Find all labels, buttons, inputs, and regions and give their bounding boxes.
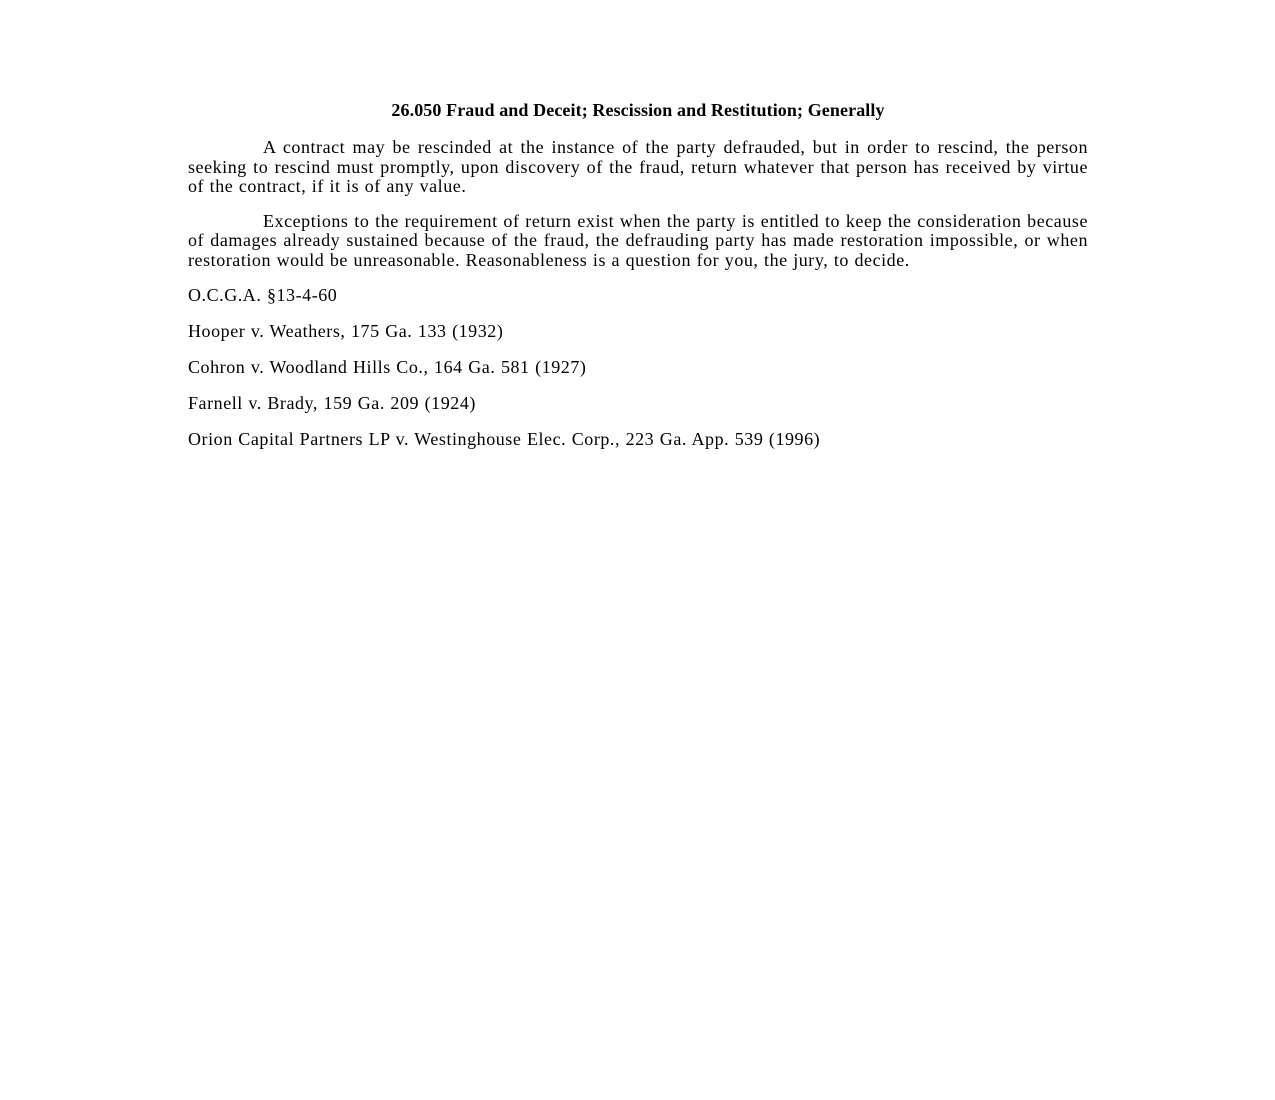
citation-case: Farnell v. Brady, 159 Ga. 209 (1924): [188, 393, 476, 413]
citation-case: Hooper v. Weathers, 175 Ga. 133 (1932): [188, 321, 504, 341]
citation-case: Cohron v. Woodland Hills Co., 164 Ga. 581 (1927): [188, 357, 587, 377]
citation-case: Orion Capital Partners LP v. Westinghouse Elec. Corp., 223 Ga. App. 539 (1996): [188, 429, 821, 449]
document-title: 26.050 Fraud and Deceit; Rescission and Restitution; Generally: [391, 100, 885, 120]
citation-statute: O.C.G.A. §13-4-60: [188, 285, 338, 305]
body-paragraph: Exceptions to the requirement of return exist when the party is entitled to keep the consideration because of damages already sustained because of the fraud, the defrauding party has made restoration impossible, or when restoration would be unreasonable. Reasonableness is a question for you, the jury, to decide.: [188, 210, 1088, 270]
body-paragraph: A contract may be rescinded at the instance of the party defrauded, but in order to rescind, the person seeking to rescind must promptly, upon discovery of the fraud, return whatever that person has received by virtue of the contract, if it is of any value.: [188, 137, 1088, 196]
citation-list: [188, 285, 1088, 450]
document-page: [188, 98, 1088, 465]
